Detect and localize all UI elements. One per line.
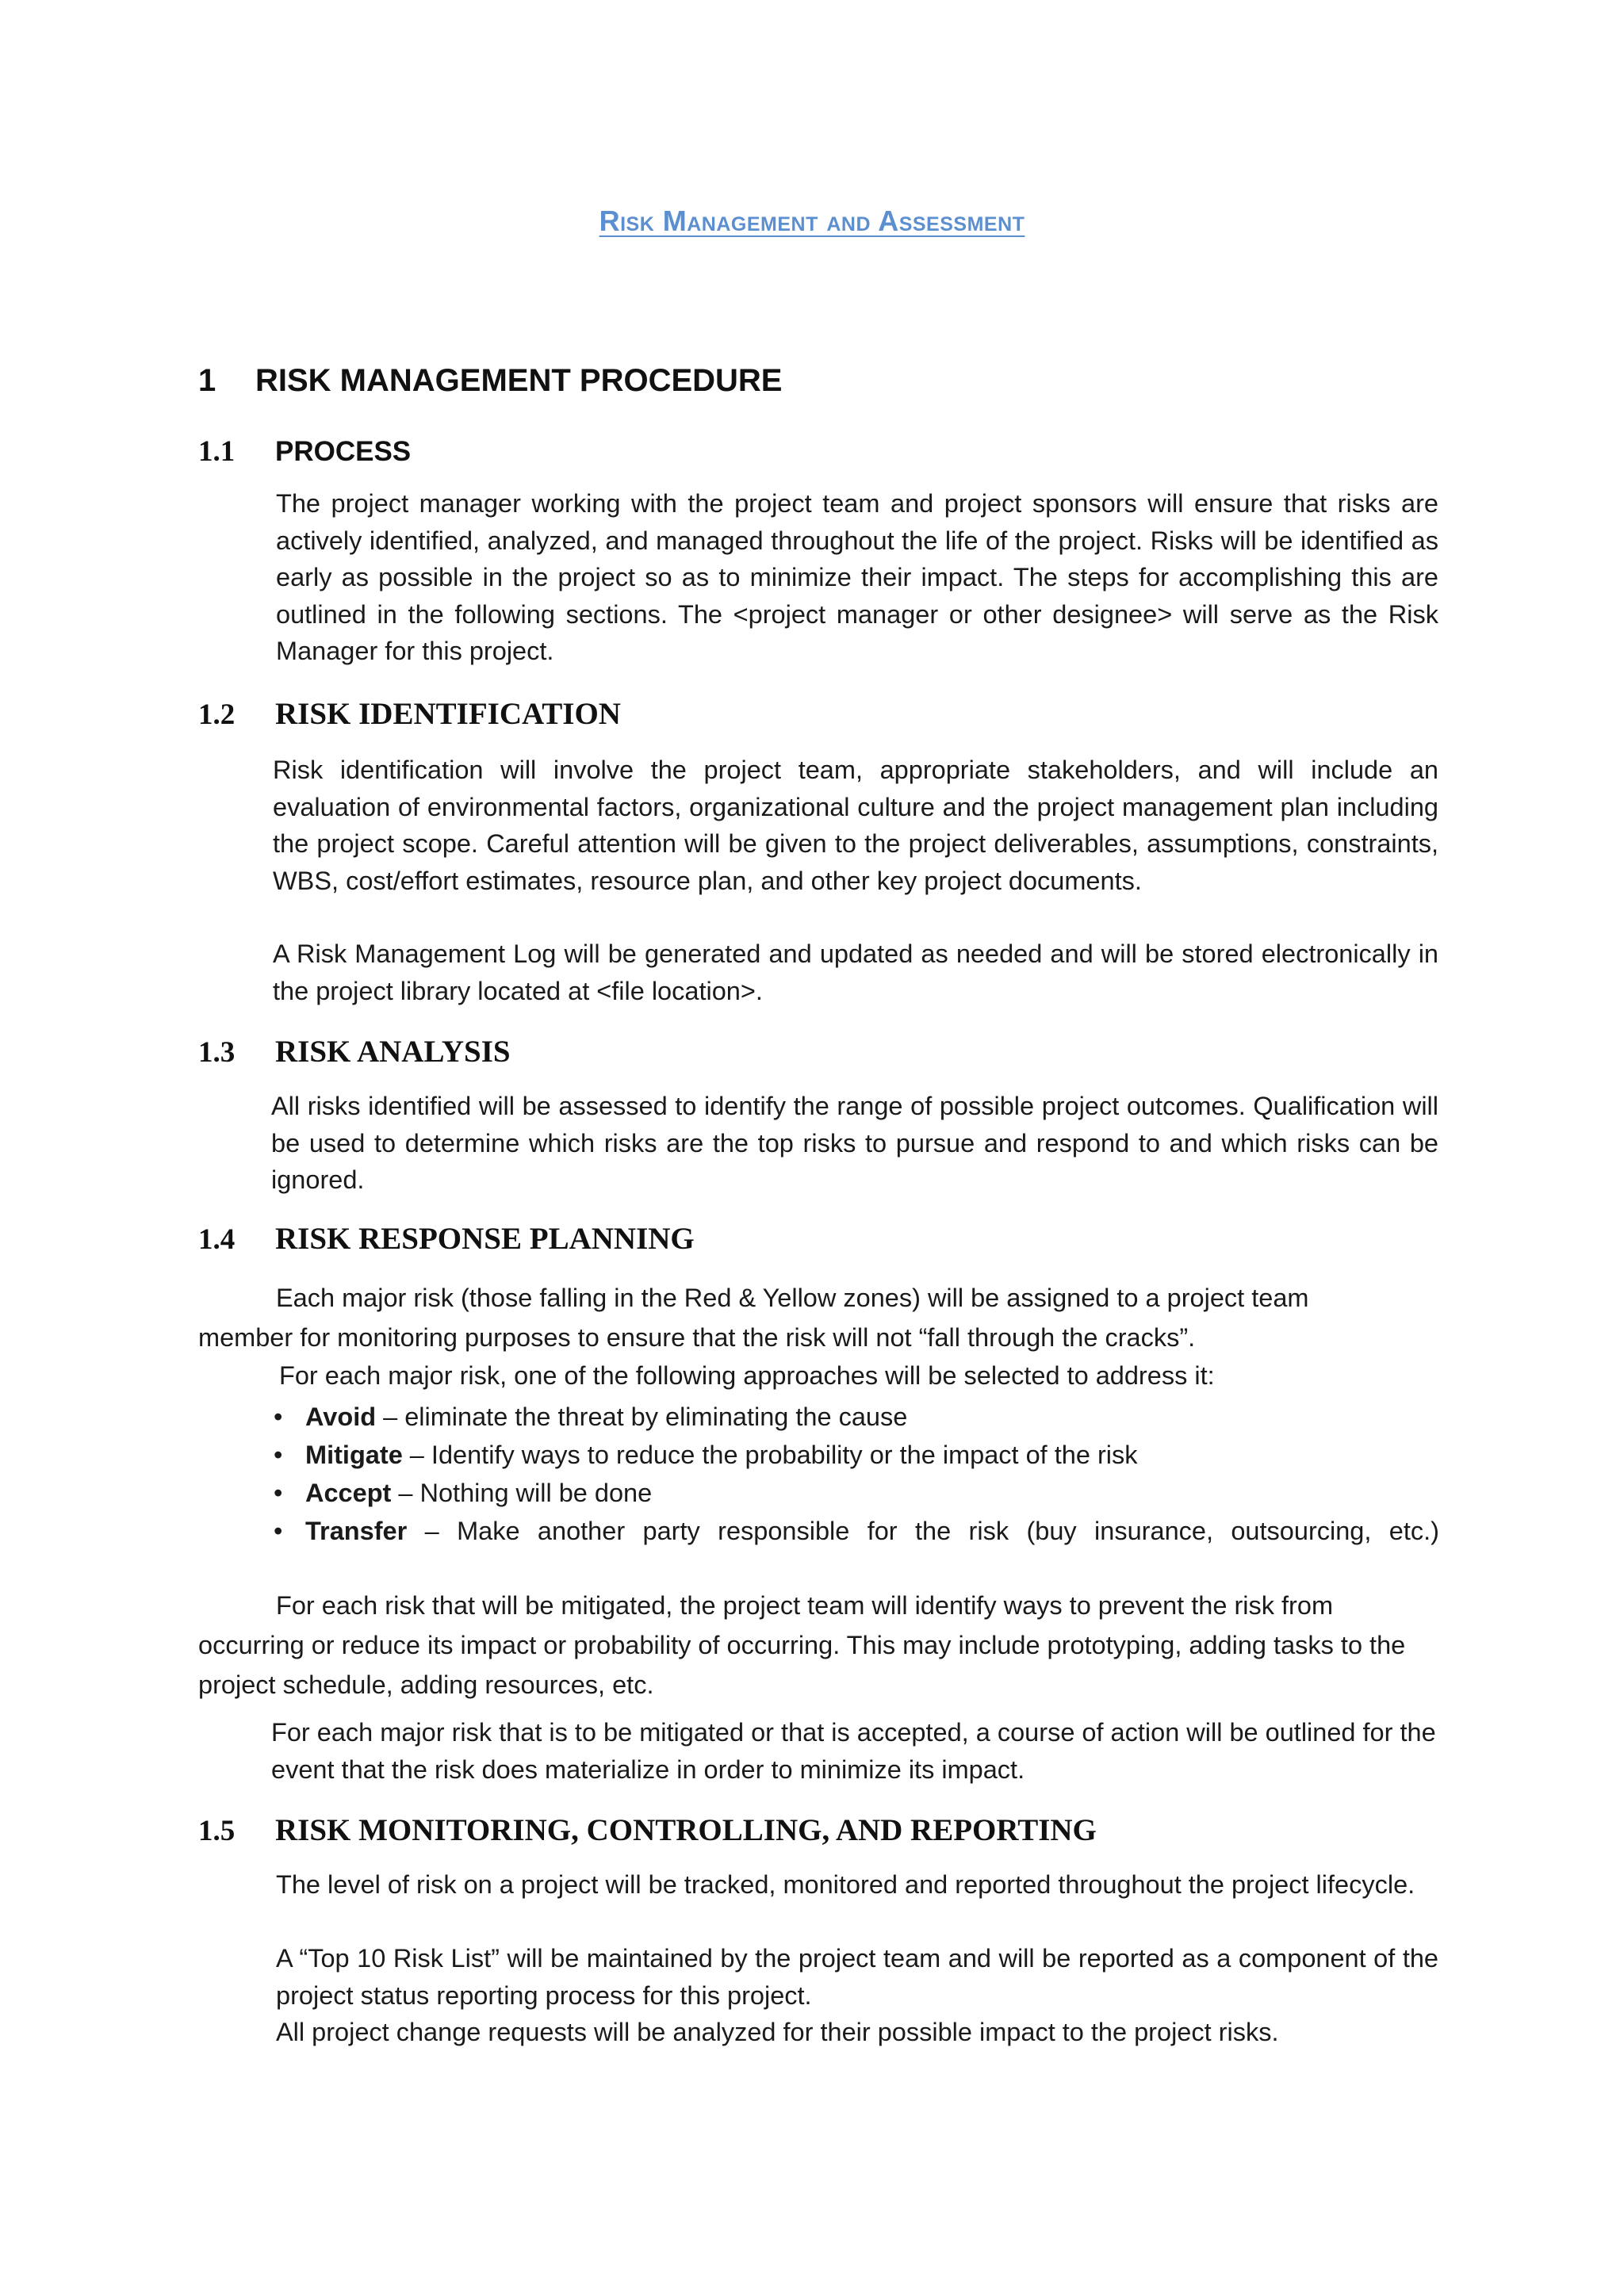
list-item-term: Accept bbox=[305, 1479, 392, 1507]
response-paragraph-2: For each major risk, one of the following approaches will be selected to address it: bbox=[279, 1361, 1215, 1390]
subsection-title: PROCESS bbox=[275, 436, 412, 467]
bullet-icon: • bbox=[274, 1441, 283, 1469]
list-item-text: – eliminate the threat by eliminating the cause bbox=[376, 1402, 908, 1431]
subsection-heading-1-2 bbox=[198, 696, 621, 732]
response-paragraph-1: Each major risk (those falling in the Red & Yellow zones) will be assigned to a project team member for monitoring purposes to ensure that the risk will not “fall through the cracks”. bbox=[198, 1284, 1309, 1352]
list-item-text: – Nothing will be done bbox=[391, 1479, 653, 1507]
response-paragraph-4: For each major risk that is to be mitigated or that is accepted, a course of action will be outlined for the event that the risk does materialize in order to minimize its impact. bbox=[271, 1718, 1436, 1784]
response-paragraph-3: For each risk that will be mitigated, the project team will identify ways to prevent the risk from occurring or reduce its impact or probability of occurring. This may include prototyping, adding tasks to the project schedule, adding resources, etc. bbox=[198, 1591, 1406, 1699]
subsection-number: 1.5 bbox=[198, 1815, 236, 1847]
monitoring-paragraph-2: A “Top 10 Risk List” will be maintained by the project team and will be reported as a component of the project status reporting process for this project. bbox=[276, 1944, 1438, 2010]
section-title: RISK MANAGEMENT PROCEDURE bbox=[255, 363, 783, 398]
identification-paragraph-2: A Risk Management Log will be generated and updated as needed and will be stored electronically in the project library located at <file location>. bbox=[273, 939, 1438, 1005]
list-item-term: Mitigate bbox=[305, 1441, 403, 1469]
analysis-paragraph: All risks identified will be assessed to identify the range of possible project outcomes. Qualification will be used to determine which risks are the top risks to pursue and respond to and which risks can be ignored. bbox=[271, 1092, 1438, 1194]
subsection-number: 1.3 bbox=[198, 1036, 236, 1069]
subsection-heading-1-4 bbox=[198, 1221, 695, 1257]
bullet-icon: • bbox=[274, 1402, 283, 1431]
list-item-text: – Make another party responsible for the risk (buy insurance, outsourcing, etc.) bbox=[407, 1517, 1439, 1545]
list-item-text: – Identify ways to reduce the probability or the impact of the risk bbox=[402, 1441, 1138, 1469]
subsection-number: 1.4 bbox=[198, 1223, 236, 1256]
section-heading-1 bbox=[198, 363, 782, 399]
monitoring-paragraph-1: The level of risk on a project will be tracked, monitored and reported throughout the project lifecycle. bbox=[276, 1870, 1415, 1899]
subsection-title: RISK RESPONSE PLANNING bbox=[275, 1222, 695, 1256]
document-title: Risk Management and Assessment bbox=[599, 205, 1025, 237]
list-item bbox=[274, 1512, 1439, 1550]
bullet-icon: • bbox=[274, 1479, 283, 1507]
list-item-term: Transfer bbox=[305, 1517, 408, 1545]
subsection-title: RISK MONITORING, CONTROLLING, AND REPORTING bbox=[275, 1813, 1097, 1847]
subsection-title: RISK ANALYSIS bbox=[275, 1035, 511, 1069]
process-paragraph: The project manager working with the project team and project sponsors will ensure that risks are actively identified, analyzed, and managed throughout the life of the project. Risks will be identified as early as possible in the project so as to minimize their impact. The steps for accomplishing this are outlined in the following sections. The <project manager or other designee> will serve as the Risk Manager for this project. bbox=[276, 489, 1438, 665]
subsection-heading-1-3 bbox=[198, 1034, 511, 1070]
list-item bbox=[274, 1398, 1439, 1436]
list-item-term: Avoid bbox=[305, 1402, 377, 1431]
subsection-heading-1-5 bbox=[198, 1812, 1097, 1848]
response-approach-list bbox=[274, 1398, 1439, 1550]
identification-paragraph-1: Risk identification will involve the project team, appropriate stakeholders, and will include an evaluation of environmental factors, organizational culture and the project management plan including the project scope. Careful attention will be given to the project deliverables, assumptions, constraints, WBS, cost/effort estimates, resource plan, and other key project documents. bbox=[273, 756, 1438, 895]
list-item bbox=[274, 1474, 1439, 1512]
section-number: 1 bbox=[198, 363, 216, 398]
subsection-number: 1.1 bbox=[198, 435, 236, 468]
bullet-icon: • bbox=[274, 1517, 283, 1545]
subsection-number: 1.2 bbox=[198, 698, 236, 731]
list-item bbox=[274, 1436, 1439, 1474]
subsection-title: RISK IDENTIFICATION bbox=[275, 697, 621, 731]
subsection-heading-1-1 bbox=[198, 434, 411, 469]
monitoring-paragraph-3: All project change requests will be analyzed for their possible impact to the project risks. bbox=[276, 2018, 1279, 2046]
